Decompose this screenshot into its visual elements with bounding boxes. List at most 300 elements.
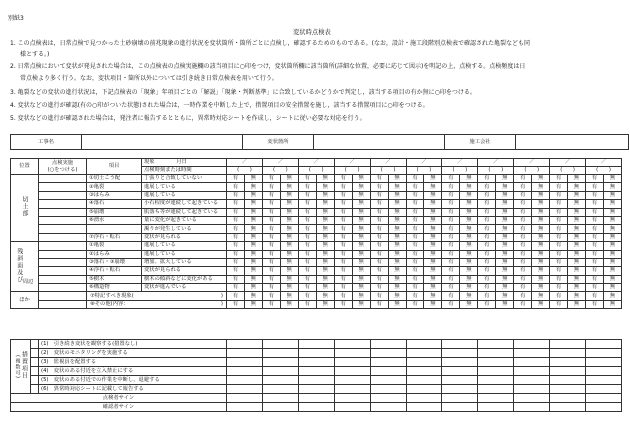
no-option[interactable]: 無 — [532, 292, 550, 300]
no-option[interactable]: 無 — [352, 242, 370, 250]
measure-mark-cell[interactable] — [514, 385, 550, 394]
yes-option[interactable]: 有 — [298, 208, 316, 216]
no-option[interactable]: 無 — [568, 300, 586, 308]
yes-option[interactable]: 有 — [442, 225, 460, 233]
no-option[interactable]: 無 — [424, 275, 442, 283]
no-option[interactable]: 無 — [316, 258, 334, 266]
check-impl-cell[interactable] — [39, 216, 87, 224]
yes-option[interactable]: 有 — [514, 208, 532, 216]
no-option[interactable]: 無 — [496, 225, 514, 233]
yes-option[interactable]: 有 — [370, 267, 388, 275]
yes-option[interactable]: 有 — [442, 250, 460, 258]
company-field[interactable] — [516, 135, 629, 150]
measure-mark-cell[interactable] — [262, 367, 298, 376]
location-field[interactable] — [314, 135, 445, 150]
signature-cell[interactable] — [550, 403, 586, 412]
no-option[interactable]: 無 — [352, 284, 370, 292]
yes-option[interactable]: 有 — [334, 175, 352, 183]
signature-cell[interactable] — [406, 403, 442, 412]
yes-option[interactable]: 有 — [442, 242, 460, 250]
no-option[interactable]: 無 — [316, 242, 334, 250]
yes-option[interactable]: 有 — [334, 183, 352, 191]
yes-option[interactable]: 有 — [442, 216, 460, 224]
no-option[interactable]: 無 — [604, 258, 622, 266]
no-option[interactable]: 無 — [532, 233, 550, 241]
no-option[interactable]: 無 — [568, 183, 586, 191]
signature-cell[interactable] — [262, 394, 298, 403]
yes-option[interactable]: 有 — [298, 200, 316, 208]
no-option[interactable]: 無 — [460, 208, 478, 216]
no-option[interactable]: 無 — [316, 267, 334, 275]
yes-option[interactable]: 有 — [227, 233, 245, 241]
measure-mark-cell[interactable] — [478, 385, 514, 394]
signature-cell[interactable] — [298, 394, 334, 403]
yes-option[interactable]: 有 — [514, 175, 532, 183]
yes-option[interactable]: 有 — [550, 275, 568, 283]
measure-mark-cell[interactable] — [514, 376, 550, 385]
yes-option[interactable]: 有 — [370, 175, 388, 183]
date-cell[interactable]: ／ — [227, 159, 263, 167]
yes-option[interactable]: 有 — [334, 275, 352, 283]
no-option[interactable]: 無 — [280, 242, 298, 250]
measure-mark-cell[interactable] — [586, 349, 622, 358]
yes-option[interactable]: 有 — [370, 216, 388, 224]
time-cell[interactable]: ( ) — [442, 167, 478, 175]
yes-option[interactable]: 有 — [334, 250, 352, 258]
no-option[interactable]: 無 — [604, 191, 622, 199]
no-option[interactable]: 無 — [424, 267, 442, 275]
no-option[interactable]: 無 — [244, 242, 262, 250]
no-option[interactable]: 無 — [496, 284, 514, 292]
no-option[interactable]: 無 — [424, 183, 442, 191]
check-impl-cell[interactable] — [39, 225, 87, 233]
measure-mark-cell[interactable] — [550, 349, 586, 358]
no-option[interactable]: 無 — [388, 300, 406, 308]
no-option[interactable]: 無 — [532, 275, 550, 283]
no-option[interactable]: 無 — [460, 175, 478, 183]
no-option[interactable]: 無 — [460, 183, 478, 191]
yes-option[interactable]: 有 — [442, 208, 460, 216]
measure-mark-cell[interactable] — [227, 340, 263, 349]
yes-option[interactable]: 有 — [370, 183, 388, 191]
yes-option[interactable]: 有 — [478, 267, 496, 275]
yes-option[interactable]: 有 — [442, 200, 460, 208]
yes-option[interactable]: 有 — [262, 183, 280, 191]
time-cell[interactable]: ( ) — [406, 167, 442, 175]
signature-cell[interactable] — [586, 394, 622, 403]
check-impl-cell[interactable] — [39, 284, 87, 292]
yes-option[interactable]: 有 — [227, 300, 245, 308]
yes-option[interactable]: 有 — [442, 233, 460, 241]
measure-mark-cell[interactable] — [370, 349, 406, 358]
yes-option[interactable]: 有 — [478, 183, 496, 191]
measure-mark-cell[interactable] — [586, 367, 622, 376]
no-option[interactable]: 無 — [532, 284, 550, 292]
no-option[interactable]: 無 — [352, 267, 370, 275]
no-option[interactable]: 無 — [388, 233, 406, 241]
signature-cell[interactable] — [262, 403, 298, 412]
no-option[interactable]: 無 — [316, 200, 334, 208]
check-impl-cell[interactable] — [39, 275, 87, 283]
yes-option[interactable]: 有 — [227, 191, 245, 199]
date-cell[interactable]: ／ — [334, 159, 370, 167]
yes-option[interactable]: 有 — [262, 216, 280, 224]
measure-check-cell[interactable] — [31, 349, 39, 358]
date-cell[interactable]: ／ — [298, 159, 334, 167]
yes-option[interactable]: 有 — [586, 208, 604, 216]
measure-mark-cell[interactable] — [550, 385, 586, 394]
yes-option[interactable]: 有 — [478, 275, 496, 283]
no-option[interactable]: 無 — [496, 250, 514, 258]
yes-option[interactable]: 有 — [227, 242, 245, 250]
no-option[interactable]: 無 — [316, 191, 334, 199]
yes-option[interactable]: 有 — [550, 258, 568, 266]
yes-option[interactable]: 有 — [406, 250, 424, 258]
no-option[interactable]: 無 — [424, 216, 442, 224]
yes-option[interactable]: 有 — [262, 200, 280, 208]
no-option[interactable]: 無 — [604, 275, 622, 283]
no-option[interactable]: 無 — [352, 183, 370, 191]
yes-option[interactable]: 有 — [227, 208, 245, 216]
no-option[interactable]: 無 — [604, 216, 622, 224]
yes-option[interactable]: 有 — [550, 208, 568, 216]
measure-mark-cell[interactable] — [370, 385, 406, 394]
yes-option[interactable]: 有 — [370, 250, 388, 258]
yes-option[interactable]: 有 — [370, 200, 388, 208]
yes-option[interactable]: 有 — [370, 208, 388, 216]
no-option[interactable]: 無 — [568, 216, 586, 224]
no-option[interactable]: 無 — [532, 250, 550, 258]
measure-check-cell[interactable] — [31, 376, 39, 385]
no-option[interactable]: 無 — [532, 258, 550, 266]
signature-cell[interactable] — [586, 403, 622, 412]
yes-option[interactable]: 有 — [262, 284, 280, 292]
yes-option[interactable]: 有 — [334, 208, 352, 216]
yes-option[interactable]: 有 — [478, 250, 496, 258]
no-option[interactable]: 無 — [388, 175, 406, 183]
no-option[interactable]: 無 — [388, 183, 406, 191]
no-option[interactable]: 無 — [280, 258, 298, 266]
yes-option[interactable]: 有 — [262, 175, 280, 183]
signature-cell[interactable] — [514, 394, 550, 403]
yes-option[interactable]: 有 — [586, 242, 604, 250]
signature-cell[interactable] — [478, 403, 514, 412]
yes-option[interactable]: 有 — [478, 292, 496, 300]
no-option[interactable]: 無 — [568, 267, 586, 275]
measure-check-cell[interactable] — [31, 340, 39, 349]
yes-option[interactable]: 有 — [334, 233, 352, 241]
signature-cell[interactable] — [227, 403, 263, 412]
yes-option[interactable]: 有 — [298, 183, 316, 191]
no-option[interactable]: 無 — [532, 300, 550, 308]
no-option[interactable]: 無 — [388, 275, 406, 283]
measure-mark-cell[interactable] — [334, 385, 370, 394]
yes-option[interactable]: 有 — [514, 250, 532, 258]
signature-cell[interactable] — [514, 403, 550, 412]
check-impl-cell[interactable] — [39, 292, 87, 300]
measure-check-cell[interactable] — [31, 385, 39, 394]
no-option[interactable]: 無 — [460, 250, 478, 258]
signature-cell[interactable] — [442, 394, 478, 403]
yes-option[interactable]: 有 — [406, 258, 424, 266]
measure-mark-cell[interactable] — [406, 367, 442, 376]
check-impl-cell[interactable] — [39, 267, 87, 275]
yes-option[interactable]: 有 — [298, 175, 316, 183]
no-option[interactable]: 無 — [424, 175, 442, 183]
yes-option[interactable]: 有 — [227, 275, 245, 283]
no-option[interactable]: 無 — [316, 183, 334, 191]
yes-option[interactable]: 有 — [478, 258, 496, 266]
no-option[interactable]: 無 — [604, 300, 622, 308]
yes-option[interactable]: 有 — [334, 300, 352, 308]
yes-option[interactable]: 有 — [298, 250, 316, 258]
yes-option[interactable]: 有 — [406, 208, 424, 216]
no-option[interactable]: 無 — [604, 233, 622, 241]
yes-option[interactable]: 有 — [262, 233, 280, 241]
yes-option[interactable]: 有 — [586, 200, 604, 208]
measure-mark-cell[interactable] — [298, 349, 334, 358]
yes-option[interactable]: 有 — [298, 292, 316, 300]
no-option[interactable]: 無 — [244, 292, 262, 300]
yes-option[interactable]: 有 — [550, 292, 568, 300]
time-cell[interactable]: ( ) — [298, 167, 334, 175]
no-option[interactable]: 無 — [424, 242, 442, 250]
no-option[interactable]: 無 — [244, 200, 262, 208]
no-option[interactable]: 無 — [388, 225, 406, 233]
yes-option[interactable]: 有 — [298, 233, 316, 241]
no-option[interactable]: 無 — [496, 216, 514, 224]
yes-option[interactable]: 有 — [586, 250, 604, 258]
yes-option[interactable]: 有 — [334, 200, 352, 208]
signature-cell[interactable] — [406, 394, 442, 403]
no-option[interactable]: 無 — [388, 208, 406, 216]
no-option[interactable]: 無 — [604, 242, 622, 250]
yes-option[interactable]: 有 — [586, 275, 604, 283]
no-option[interactable]: 無 — [244, 267, 262, 275]
time-cell[interactable]: ( ) — [550, 167, 586, 175]
measure-mark-cell[interactable] — [262, 385, 298, 394]
yes-option[interactable]: 有 — [550, 250, 568, 258]
measure-mark-cell[interactable] — [550, 358, 586, 367]
measure-mark-cell[interactable] — [370, 376, 406, 385]
yes-option[interactable]: 有 — [442, 267, 460, 275]
no-option[interactable]: 無 — [568, 225, 586, 233]
signature-cell[interactable] — [334, 403, 370, 412]
yes-option[interactable]: 有 — [442, 191, 460, 199]
no-option[interactable]: 無 — [388, 292, 406, 300]
no-option[interactable]: 無 — [424, 284, 442, 292]
no-option[interactable]: 無 — [352, 275, 370, 283]
no-option[interactable]: 無 — [496, 258, 514, 266]
no-option[interactable]: 無 — [244, 233, 262, 241]
yes-option[interactable]: 有 — [586, 284, 604, 292]
measure-mark-cell[interactable] — [227, 367, 263, 376]
measure-mark-cell[interactable] — [514, 340, 550, 349]
yes-option[interactable]: 有 — [334, 242, 352, 250]
yes-option[interactable]: 有 — [478, 216, 496, 224]
no-option[interactable]: 無 — [388, 258, 406, 266]
no-option[interactable]: 無 — [496, 183, 514, 191]
no-option[interactable]: 無 — [424, 233, 442, 241]
no-option[interactable]: 無 — [532, 208, 550, 216]
no-option[interactable]: 無 — [532, 225, 550, 233]
measure-mark-cell[interactable] — [514, 358, 550, 367]
yes-option[interactable]: 有 — [514, 292, 532, 300]
no-option[interactable]: 無 — [532, 183, 550, 191]
measure-mark-cell[interactable] — [334, 376, 370, 385]
measure-mark-cell[interactable] — [406, 376, 442, 385]
yes-option[interactable]: 有 — [370, 191, 388, 199]
no-option[interactable]: 無 — [460, 233, 478, 241]
time-cell[interactable]: ( ) — [586, 167, 622, 175]
time-cell[interactable]: ( ) — [227, 167, 263, 175]
yes-option[interactable]: 有 — [262, 258, 280, 266]
no-option[interactable]: 無 — [460, 191, 478, 199]
measure-mark-cell[interactable] — [442, 376, 478, 385]
no-option[interactable]: 無 — [244, 208, 262, 216]
no-option[interactable]: 無 — [244, 258, 262, 266]
no-option[interactable]: 無 — [568, 258, 586, 266]
no-option[interactable]: 無 — [604, 292, 622, 300]
yes-option[interactable]: 有 — [262, 275, 280, 283]
date-cell[interactable]: ／ — [586, 159, 622, 167]
check-impl-cell[interactable] — [39, 191, 87, 199]
no-option[interactable]: 無 — [388, 216, 406, 224]
yes-option[interactable]: 有 — [442, 175, 460, 183]
yes-option[interactable]: 有 — [550, 191, 568, 199]
no-option[interactable]: 無 — [604, 267, 622, 275]
no-option[interactable]: 無 — [460, 275, 478, 283]
yes-option[interactable]: 有 — [550, 216, 568, 224]
yes-option[interactable]: 有 — [227, 267, 245, 275]
no-option[interactable]: 無 — [280, 216, 298, 224]
yes-option[interactable]: 有 — [514, 284, 532, 292]
no-option[interactable]: 無 — [244, 284, 262, 292]
yes-option[interactable]: 有 — [262, 267, 280, 275]
measure-mark-cell[interactable] — [406, 385, 442, 394]
no-option[interactable]: 無 — [280, 292, 298, 300]
no-option[interactable]: 無 — [424, 208, 442, 216]
no-option[interactable]: 無 — [604, 183, 622, 191]
measure-mark-cell[interactable] — [370, 367, 406, 376]
yes-option[interactable]: 有 — [227, 175, 245, 183]
time-cell[interactable]: ( ) — [370, 167, 406, 175]
no-option[interactable]: 無 — [424, 250, 442, 258]
yes-option[interactable]: 有 — [298, 284, 316, 292]
yes-option[interactable]: 有 — [406, 284, 424, 292]
yes-option[interactable]: 有 — [370, 275, 388, 283]
no-option[interactable]: 無 — [352, 200, 370, 208]
measure-mark-cell[interactable] — [370, 358, 406, 367]
no-option[interactable]: 無 — [280, 284, 298, 292]
no-option[interactable]: 無 — [568, 208, 586, 216]
yes-option[interactable]: 有 — [334, 225, 352, 233]
no-option[interactable]: 無 — [424, 225, 442, 233]
signature-cell[interactable] — [370, 394, 406, 403]
measure-mark-cell[interactable] — [406, 340, 442, 349]
measure-mark-cell[interactable] — [478, 367, 514, 376]
no-option[interactable]: 無 — [496, 267, 514, 275]
no-option[interactable]: 無 — [424, 200, 442, 208]
yes-option[interactable]: 有 — [406, 200, 424, 208]
yes-option[interactable]: 有 — [442, 183, 460, 191]
no-option[interactable]: 無 — [352, 216, 370, 224]
date-cell[interactable]: ／ — [514, 159, 550, 167]
yes-option[interactable]: 有 — [406, 216, 424, 224]
yes-option[interactable]: 有 — [478, 200, 496, 208]
measure-mark-cell[interactable] — [442, 358, 478, 367]
measure-mark-cell[interactable] — [442, 340, 478, 349]
yes-option[interactable]: 有 — [586, 175, 604, 183]
no-option[interactable]: 無 — [568, 200, 586, 208]
yes-option[interactable]: 有 — [334, 191, 352, 199]
signature-cell[interactable] — [298, 403, 334, 412]
measure-mark-cell[interactable] — [586, 385, 622, 394]
measure-mark-cell[interactable] — [442, 349, 478, 358]
yes-option[interactable]: 有 — [514, 258, 532, 266]
measure-mark-cell[interactable] — [298, 358, 334, 367]
yes-option[interactable]: 有 — [406, 267, 424, 275]
yes-option[interactable]: 有 — [550, 267, 568, 275]
no-option[interactable]: 無 — [568, 175, 586, 183]
no-option[interactable]: 無 — [604, 175, 622, 183]
yes-option[interactable]: 有 — [586, 292, 604, 300]
yes-option[interactable]: 有 — [298, 267, 316, 275]
check-impl-cell[interactable] — [39, 200, 87, 208]
check-impl-cell[interactable] — [39, 233, 87, 241]
yes-option[interactable]: 有 — [262, 292, 280, 300]
measure-mark-cell[interactable] — [262, 349, 298, 358]
yes-option[interactable]: 有 — [406, 191, 424, 199]
date-cell[interactable]: ／ — [442, 159, 478, 167]
yes-option[interactable]: 有 — [370, 233, 388, 241]
no-option[interactable]: 無 — [568, 250, 586, 258]
no-option[interactable]: 無 — [280, 175, 298, 183]
time-cell[interactable]: ( ) — [262, 167, 298, 175]
no-option[interactable]: 無 — [280, 191, 298, 199]
yes-option[interactable]: 有 — [406, 242, 424, 250]
no-option[interactable]: 無 — [496, 292, 514, 300]
no-option[interactable]: 無 — [352, 292, 370, 300]
measure-mark-cell[interactable] — [370, 340, 406, 349]
yes-option[interactable]: 有 — [298, 225, 316, 233]
yes-option[interactable]: 有 — [334, 292, 352, 300]
check-impl-cell[interactable] — [39, 300, 87, 308]
measure-mark-cell[interactable] — [334, 367, 370, 376]
yes-option[interactable]: 有 — [478, 284, 496, 292]
measure-mark-cell[interactable] — [478, 376, 514, 385]
no-option[interactable]: 無 — [280, 233, 298, 241]
measure-mark-cell[interactable] — [586, 376, 622, 385]
no-option[interactable]: 無 — [460, 200, 478, 208]
no-option[interactable]: 無 — [280, 267, 298, 275]
no-option[interactable]: 無 — [352, 233, 370, 241]
measure-mark-cell[interactable] — [478, 340, 514, 349]
no-option[interactable]: 無 — [352, 191, 370, 199]
yes-option[interactable]: 有 — [550, 300, 568, 308]
no-option[interactable]: 無 — [460, 216, 478, 224]
yes-option[interactable]: 有 — [586, 225, 604, 233]
yes-option[interactable]: 有 — [586, 267, 604, 275]
signature-cell[interactable] — [370, 403, 406, 412]
yes-option[interactable]: 有 — [550, 175, 568, 183]
no-option[interactable]: 無 — [280, 275, 298, 283]
yes-option[interactable]: 有 — [227, 258, 245, 266]
no-option[interactable]: 無 — [316, 292, 334, 300]
no-option[interactable]: 無 — [568, 242, 586, 250]
yes-option[interactable]: 有 — [298, 300, 316, 308]
no-option[interactable]: 無 — [388, 242, 406, 250]
